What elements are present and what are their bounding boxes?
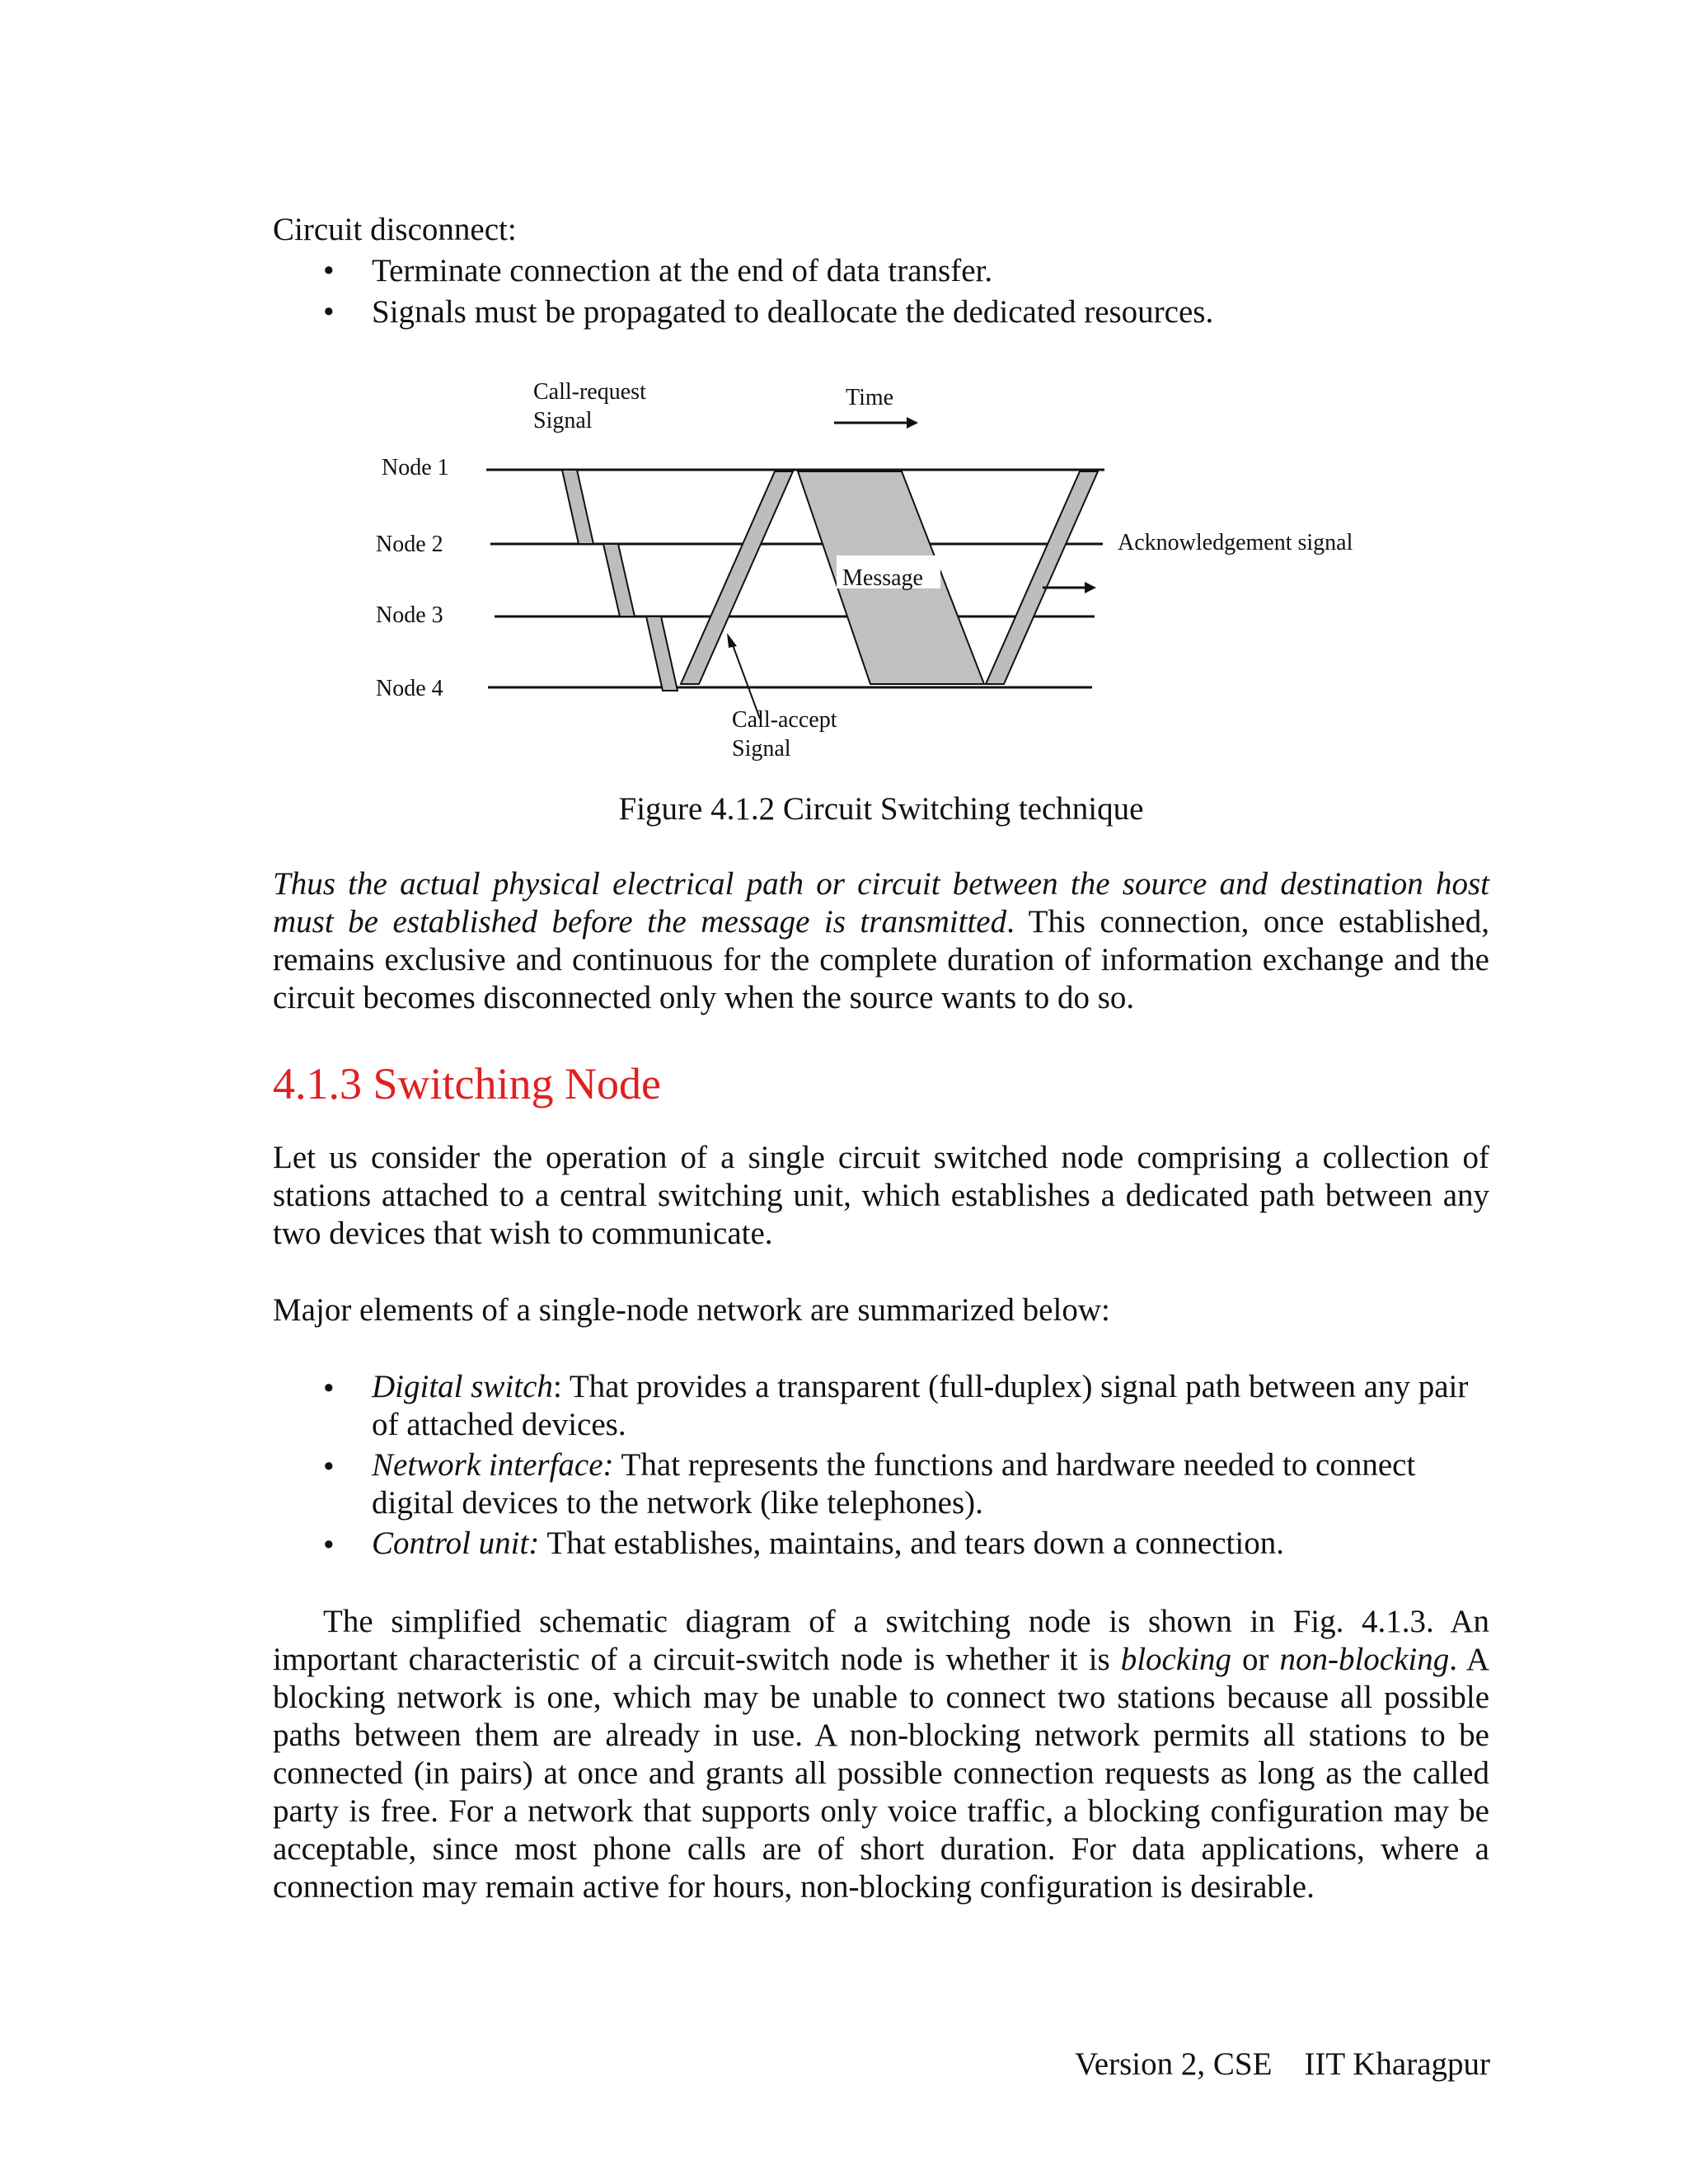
figure-caption: Figure 4.1.2 Circuit Switching technique: [618, 791, 1144, 827]
paragraph-physical-path: [273, 865, 1489, 1017]
node2-label: Node 2: [376, 532, 443, 557]
bullet-icon: •: [323, 1371, 335, 1406]
element-term: Network interface:: [372, 1447, 614, 1483]
bullet-icon: •: [323, 253, 335, 288]
list-item: • Terminate connection at the end of data transfer.: [273, 251, 1493, 292]
element-desc: That represents the functions and hardware needed to connect digital devices to the network (like telephones).: [372, 1447, 1416, 1521]
list-item: [273, 1525, 1489, 1563]
node4-label: Node 4: [376, 676, 443, 701]
call-request-segment-3: [646, 616, 678, 691]
bullet-icon: •: [323, 1449, 335, 1484]
call-accept-label-line2: Signal: [732, 736, 791, 762]
circuit-switching-diagram: [0, 0, 1688, 824]
call-accept-pointer-head: [727, 633, 737, 648]
bullet-icon: •: [323, 294, 335, 330]
element-term: Digital switch: [372, 1369, 553, 1404]
paragraph-blocking: The simplified schematic diagram of a switching node is shown in Fig. 4.1.3. An important characteristic of a circuit-switch node is whether it is blocking or non-blocking. A blocking network is one, which may be unable to connect two stations because all possible paths between them are already in use. A non-blocking network permits all stations to be connected (in pairs) at once and grants all possible connection requests as long as the called party is free. For a network that supports only voice traffic, a blocking configuration may be acceptable, since most phone calls are of short duration. For data applications, where a connection may remain active for hours, non-blocking configuration is desirable.: [273, 1604, 1489, 1905]
time-arrow-head: [907, 417, 918, 429]
paragraph-switching-node: Let us consider the operation of a single circuit switched node comprising a collection of stations attached to a central switching unit, which establishes a dedicated path between any two devices that wish to communicate.: [273, 1140, 1489, 1251]
page-footer: Version 2, CSE IIT Kharagpur: [1074, 2046, 1490, 2082]
element-desc: That provides a transparent (full-duplex) signal path between any pair of attached devices.: [372, 1369, 1469, 1442]
acknowledgement-band: [986, 471, 1098, 684]
acknowledgement-label: Acknowledgement signal: [1118, 530, 1353, 555]
list-item: [273, 1446, 1489, 1522]
time-label: Time: [846, 385, 894, 410]
element-term: Control unit:: [372, 1526, 540, 1561]
element-desc: That establishes, maintains, and tears down a connection.: [539, 1526, 1284, 1561]
list-item: • Signals must be propagated to deallocate the dedicated resources.: [273, 292, 1493, 333]
call-accept-band: [681, 471, 793, 684]
paragraph-text-span: . This connection, once established, remains exclusive and continuous for the complete duration of information exchange and the circuit becomes disconnected only when the source wants to do so.: [273, 904, 1489, 1015]
call-request-segment-2: [603, 544, 635, 616]
paragraph-italic-span: Thus the actual physical electrical path or circuit between the source and destination host must be established before the message is transmitted: [273, 866, 1489, 940]
circuit-disconnect-heading: Circuit disconnect:: [273, 212, 517, 247]
message-label: Message: [842, 565, 923, 591]
node3-label: Node 3: [376, 602, 443, 628]
call-accept-label-line1: Call-accept: [732, 707, 837, 733]
call-request-label-line2: Signal: [533, 408, 593, 434]
list-item: • Digital switch: That provides a transparent (full-duplex) signal path between any pair of attached devices.: [323, 1369, 1469, 1442]
paragraph-major-elements: Major elements of a single-node network are summarized below:: [273, 1292, 1110, 1328]
call-request-segment-1: [562, 470, 593, 544]
node1-label: Node 1: [382, 455, 449, 480]
section-title: 4.1.3 Switching Node: [273, 1059, 661, 1108]
call-request-label-line1: Call-request: [533, 379, 646, 405]
bullet-icon: •: [323, 1527, 335, 1563]
acknowledgement-arrow-head: [1085, 582, 1096, 593]
elements-list: [273, 1368, 1489, 1565]
